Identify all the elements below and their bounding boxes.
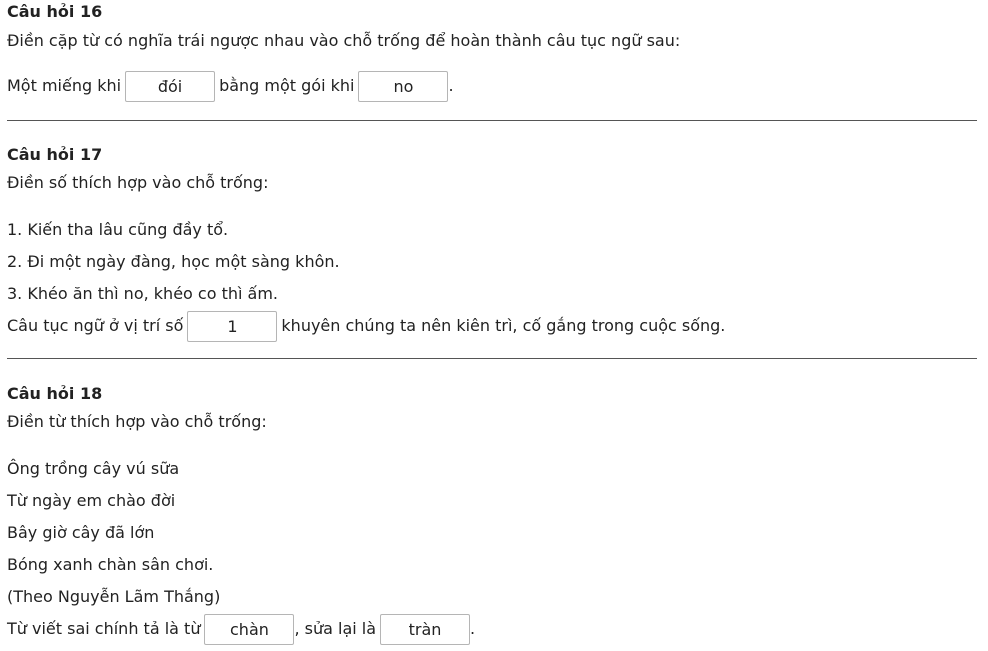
sentence-text: bằng một gói khi xyxy=(219,76,355,95)
question-17 xyxy=(7,145,978,336)
sentence-end: . xyxy=(470,619,476,638)
answer-input-2[interactable] xyxy=(358,71,448,102)
answer-input-1[interactable] xyxy=(125,71,215,102)
poem-attribution: (Theo Nguyễn Lãm Thắng) xyxy=(7,587,221,606)
list-item: 2. Đi một ngày đàng, học một sàng khôn. xyxy=(7,252,340,271)
sentence-text: , sửa lại là xyxy=(294,619,377,638)
question-16 xyxy=(7,2,978,96)
question-sentence xyxy=(7,76,978,96)
section-divider xyxy=(7,120,977,121)
answer-input-2[interactable] xyxy=(380,614,470,645)
sentence-text: khuyên chúng ta nên kiên trì, cố gắng trong cuộc sống. xyxy=(281,316,726,335)
sentence-end: . xyxy=(448,76,454,95)
poem-line: Bóng xanh chàn sân chơi. xyxy=(7,555,214,574)
answer-input-1[interactable] xyxy=(204,614,294,645)
sentence-text: Từ viết sai chính tả là từ xyxy=(7,619,201,638)
question-title: Câu hỏi 17 xyxy=(7,145,103,164)
sentence-text: Một miếng khi xyxy=(7,76,122,95)
question-instruction: Điền cặp từ có nghĩa trái ngược nhau vào chỗ trống để hoàn thành câu tục ngữ sau: xyxy=(7,31,681,50)
list-item: 1. Kiến tha lâu cũng đầy tổ. xyxy=(7,220,229,239)
poem-line: Bây giờ cây đã lớn xyxy=(7,523,155,542)
question-18 xyxy=(7,384,978,639)
question-instruction: Điền số thích hợp vào chỗ trống: xyxy=(7,173,269,192)
list-item: 3. Khéo ăn thì no, khéo co thì ấm. xyxy=(7,284,278,303)
poem-line: Ông trồng cây vú sữa xyxy=(7,459,180,478)
answer-input[interactable] xyxy=(187,311,277,342)
question-title: Câu hỏi 16 xyxy=(7,2,103,21)
poem-line: Từ ngày em chào đời xyxy=(7,491,176,510)
question-sentence xyxy=(7,316,978,336)
section-divider xyxy=(7,358,977,359)
question-instruction: Điền từ thích hợp vào chỗ trống: xyxy=(7,412,267,431)
sentence-text: Câu tục ngữ ở vị trí số xyxy=(7,316,184,335)
question-sentence xyxy=(7,619,978,639)
question-title: Câu hỏi 18 xyxy=(7,384,103,403)
